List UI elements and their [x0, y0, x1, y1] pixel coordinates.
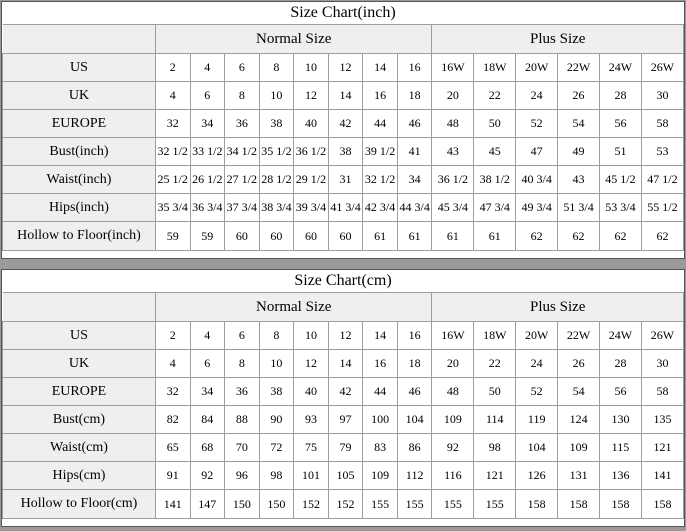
cell: 16W — [432, 54, 474, 82]
cell: 26 1/2 — [190, 166, 225, 194]
cell: 109 — [558, 434, 600, 462]
cell: 16 — [363, 350, 398, 378]
cell: 4 — [190, 322, 225, 350]
cell: 158 — [558, 490, 600, 519]
cell: 90 — [259, 406, 294, 434]
row-label-bust: Bust(cm) — [3, 406, 156, 434]
cell: 98 — [474, 434, 516, 462]
cell: 98 — [259, 462, 294, 490]
cell: 34 1/2 — [225, 138, 260, 166]
cell: 14 — [363, 54, 398, 82]
cell: 45 3/4 — [432, 194, 474, 222]
cell: 45 1/2 — [600, 166, 642, 194]
cell: 58 — [641, 378, 683, 406]
cell: 40 3/4 — [516, 166, 558, 194]
cell: 4 — [155, 350, 190, 378]
cell: 39 1/2 — [363, 138, 398, 166]
cell: 52 — [516, 378, 558, 406]
cell: 135 — [641, 406, 683, 434]
cell: 42 — [328, 110, 363, 138]
cell: 34 — [190, 110, 225, 138]
cell: 60 — [294, 222, 329, 251]
cell: 82 — [155, 406, 190, 434]
cell: 50 — [474, 378, 516, 406]
cell: 141 — [155, 490, 190, 519]
size-chart-inch — [1, 1, 685, 259]
cell: 150 — [225, 490, 260, 519]
group-header-plus: Plus Size — [432, 25, 684, 54]
group-header-plus: Plus Size — [432, 293, 684, 322]
cell: 152 — [294, 490, 329, 519]
size-chart-cm — [1, 269, 685, 527]
size-chart-cm-table — [2, 270, 684, 519]
cell: 42 3/4 — [363, 194, 398, 222]
cell: 60 — [328, 222, 363, 251]
cell: 2 — [155, 54, 190, 82]
cell: 155 — [474, 490, 516, 519]
cell: 20W — [516, 54, 558, 82]
cell: 61 — [474, 222, 516, 251]
cell: 59 — [190, 222, 225, 251]
cell: 116 — [432, 462, 474, 490]
cell: 22W — [558, 54, 600, 82]
cell: 38 3/4 — [259, 194, 294, 222]
cell: 30 — [641, 350, 683, 378]
cell: 147 — [190, 490, 225, 519]
row-label-waist: Waist(inch) — [3, 166, 156, 194]
cell: 51 — [600, 138, 642, 166]
cell: 25 1/2 — [155, 166, 190, 194]
cell: 101 — [294, 462, 329, 490]
cell: 150 — [259, 490, 294, 519]
cell: 18W — [474, 322, 516, 350]
cell: 41 — [397, 138, 432, 166]
row-label-hips: Hips(cm) — [3, 462, 156, 490]
cell: 54 — [558, 378, 600, 406]
cell: 24W — [600, 54, 642, 82]
cell: 126 — [516, 462, 558, 490]
cell: 12 — [294, 82, 329, 110]
cell: 105 — [328, 462, 363, 490]
cell: 6 — [225, 322, 260, 350]
cell: 58 — [641, 110, 683, 138]
cell: 28 — [600, 350, 642, 378]
cell: 152 — [328, 490, 363, 519]
row-label-uk: UK — [3, 82, 156, 110]
cell: 61 — [363, 222, 398, 251]
chart-title: Size Chart(cm) — [3, 270, 684, 293]
cell: 130 — [600, 406, 642, 434]
row-label-uk: UK — [3, 350, 156, 378]
cell: 88 — [225, 406, 260, 434]
cell: 48 — [432, 110, 474, 138]
cell: 92 — [190, 462, 225, 490]
cell: 48 — [432, 378, 474, 406]
cell: 20 — [432, 82, 474, 110]
cell: 55 1/2 — [641, 194, 683, 222]
cell: 10 — [259, 350, 294, 378]
cell: 22 — [474, 82, 516, 110]
cell: 49 3/4 — [516, 194, 558, 222]
cell: 56 — [600, 378, 642, 406]
cell: 62 — [516, 222, 558, 251]
cell: 36 — [225, 378, 260, 406]
cell: 26 — [558, 82, 600, 110]
cell: 59 — [155, 222, 190, 251]
cell: 112 — [397, 462, 432, 490]
cell: 70 — [225, 434, 260, 462]
cell: 158 — [600, 490, 642, 519]
cell: 24 — [516, 82, 558, 110]
size-chart-inch-table — [2, 2, 684, 251]
cell: 38 — [328, 138, 363, 166]
cell: 131 — [558, 462, 600, 490]
cell: 75 — [294, 434, 329, 462]
group-header-normal: Normal Size — [155, 293, 432, 322]
cell: 62 — [641, 222, 683, 251]
cell: 92 — [432, 434, 474, 462]
cell: 28 1/2 — [259, 166, 294, 194]
cell: 84 — [190, 406, 225, 434]
cell: 16W — [432, 322, 474, 350]
cell: 60 — [259, 222, 294, 251]
cell: 50 — [474, 110, 516, 138]
cell: 24W — [600, 322, 642, 350]
row-label-bust: Bust(inch) — [3, 138, 156, 166]
cell: 40 — [294, 378, 329, 406]
cell: 32 — [155, 378, 190, 406]
cell: 124 — [558, 406, 600, 434]
cell: 60 — [225, 222, 260, 251]
row-label-waist: Waist(cm) — [3, 434, 156, 462]
cell: 54 — [558, 110, 600, 138]
corner-blank — [3, 25, 156, 54]
cell: 41 3/4 — [328, 194, 363, 222]
cell: 8 — [259, 54, 294, 82]
cell: 44 3/4 — [397, 194, 432, 222]
cell: 14 — [363, 322, 398, 350]
cell: 8 — [259, 322, 294, 350]
cell: 43 — [558, 166, 600, 194]
cell: 155 — [432, 490, 474, 519]
cell: 12 — [328, 322, 363, 350]
cell: 62 — [558, 222, 600, 251]
cell: 8 — [225, 350, 260, 378]
cell: 68 — [190, 434, 225, 462]
cell: 26W — [641, 322, 683, 350]
cell: 16 — [397, 322, 432, 350]
cell: 10 — [294, 54, 329, 82]
cell: 2 — [155, 322, 190, 350]
cell: 32 1/2 — [363, 166, 398, 194]
cell: 40 — [294, 110, 329, 138]
cell: 32 — [155, 110, 190, 138]
cell: 20W — [516, 322, 558, 350]
cell: 43 — [432, 138, 474, 166]
cell: 22 — [474, 350, 516, 378]
cell: 46 — [397, 378, 432, 406]
cell: 36 1/2 — [294, 138, 329, 166]
cell: 155 — [363, 490, 398, 519]
cell: 49 — [558, 138, 600, 166]
cell: 158 — [516, 490, 558, 519]
row-label-us: US — [3, 54, 156, 82]
cell: 35 3/4 — [155, 194, 190, 222]
cell: 44 — [363, 378, 398, 406]
cell: 65 — [155, 434, 190, 462]
cell: 26 — [558, 350, 600, 378]
cell: 14 — [328, 350, 363, 378]
cell: 45 — [474, 138, 516, 166]
cell: 16 — [363, 82, 398, 110]
cell: 38 1/2 — [474, 166, 516, 194]
cell: 34 — [190, 378, 225, 406]
cell: 36 3/4 — [190, 194, 225, 222]
cell: 12 — [294, 350, 329, 378]
cell: 22W — [558, 322, 600, 350]
row-label-europe: EUROPE — [3, 378, 156, 406]
row-label-us: US — [3, 322, 156, 350]
cell: 91 — [155, 462, 190, 490]
row-label-hollow-to-floor: Hollow to Floor(cm) — [3, 490, 156, 519]
cell: 18W — [474, 54, 516, 82]
cell: 56 — [600, 110, 642, 138]
cell: 32 1/2 — [155, 138, 190, 166]
cell: 136 — [600, 462, 642, 490]
cell: 44 — [363, 110, 398, 138]
row-label-hollow-to-floor: Hollow to Floor(inch) — [3, 222, 156, 251]
cell: 52 — [516, 110, 558, 138]
cell: 47 1/2 — [641, 166, 683, 194]
cell: 109 — [432, 406, 474, 434]
cell: 26W — [641, 54, 683, 82]
cell: 53 3/4 — [600, 194, 642, 222]
chart-title: Size Chart(inch) — [3, 2, 684, 25]
cell: 33 1/2 — [190, 138, 225, 166]
cell: 24 — [516, 350, 558, 378]
cell: 141 — [641, 462, 683, 490]
cell: 121 — [641, 434, 683, 462]
row-label-europe: EUROPE — [3, 110, 156, 138]
cell: 4 — [190, 54, 225, 82]
cell: 114 — [474, 406, 516, 434]
cell: 37 3/4 — [225, 194, 260, 222]
cell: 28 — [600, 82, 642, 110]
cell: 36 1/2 — [432, 166, 474, 194]
cell: 47 3/4 — [474, 194, 516, 222]
cell: 4 — [155, 82, 190, 110]
cell: 38 — [259, 378, 294, 406]
cell: 62 — [600, 222, 642, 251]
cell: 121 — [474, 462, 516, 490]
cell: 35 1/2 — [259, 138, 294, 166]
cell: 18 — [397, 82, 432, 110]
cell: 16 — [397, 54, 432, 82]
cell: 53 — [641, 138, 683, 166]
cell: 29 1/2 — [294, 166, 329, 194]
cell: 6 — [190, 350, 225, 378]
cell: 72 — [259, 434, 294, 462]
cell: 42 — [328, 378, 363, 406]
cell: 51 3/4 — [558, 194, 600, 222]
cell: 47 — [516, 138, 558, 166]
cell: 10 — [294, 322, 329, 350]
cell: 12 — [328, 54, 363, 82]
cell: 100 — [363, 406, 398, 434]
cell: 30 — [641, 82, 683, 110]
cell: 119 — [516, 406, 558, 434]
cell: 46 — [397, 110, 432, 138]
cell: 96 — [225, 462, 260, 490]
cell: 34 — [397, 166, 432, 194]
cell: 14 — [328, 82, 363, 110]
cell: 20 — [432, 350, 474, 378]
cell: 27 1/2 — [225, 166, 260, 194]
cell: 86 — [397, 434, 432, 462]
cell: 8 — [225, 82, 260, 110]
corner-blank — [3, 293, 156, 322]
cell: 61 — [432, 222, 474, 251]
cell: 31 — [328, 166, 363, 194]
cell: 61 — [397, 222, 432, 251]
cell: 104 — [397, 406, 432, 434]
cell: 36 — [225, 110, 260, 138]
cell: 115 — [600, 434, 642, 462]
cell: 109 — [363, 462, 398, 490]
cell: 6 — [190, 82, 225, 110]
cell: 104 — [516, 434, 558, 462]
cell: 18 — [397, 350, 432, 378]
group-header-normal: Normal Size — [155, 25, 432, 54]
cell: 93 — [294, 406, 329, 434]
row-label-hips: Hips(inch) — [3, 194, 156, 222]
cell: 155 — [397, 490, 432, 519]
cell: 6 — [225, 54, 260, 82]
cell: 97 — [328, 406, 363, 434]
cell: 83 — [363, 434, 398, 462]
cell: 10 — [259, 82, 294, 110]
cell: 158 — [641, 490, 683, 519]
cell: 38 — [259, 110, 294, 138]
cell: 79 — [328, 434, 363, 462]
cell: 39 3/4 — [294, 194, 329, 222]
